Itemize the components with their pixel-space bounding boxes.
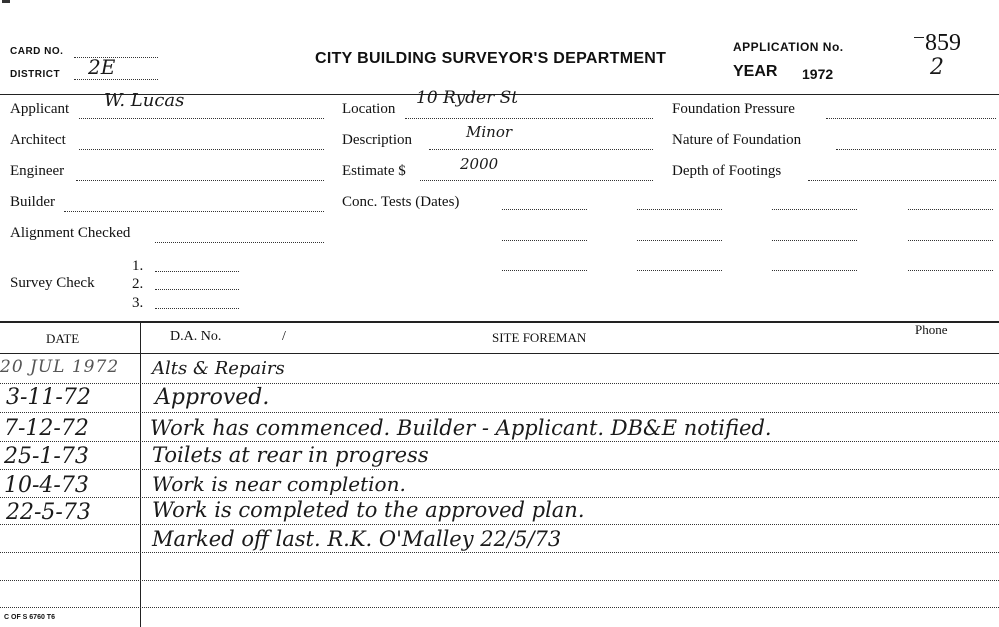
table-row-date-2: 3-11-72 xyxy=(6,385,91,410)
table-row-separator xyxy=(0,524,999,525)
nature-of-foundation-line xyxy=(836,149,996,150)
da-separator: / xyxy=(282,329,286,344)
survey-item-3: 3. xyxy=(132,295,144,311)
architect-line xyxy=(79,149,324,150)
description-line xyxy=(429,149,653,150)
estimate-line xyxy=(420,180,653,181)
card-no-label: CARD NO. xyxy=(10,46,64,57)
table-row-note-4: Toilets at rear in progress xyxy=(152,443,429,467)
table-row-separator xyxy=(0,607,999,608)
depth-of-footings-line xyxy=(808,180,996,181)
district-value: 2E xyxy=(88,55,116,79)
table-row-separator xyxy=(0,383,999,384)
phone-header: Phone xyxy=(915,322,948,337)
survey-check-label: Survey Check xyxy=(10,275,95,291)
page-title: CITY BUILDING SURVEYOR'S DEPARTMENT xyxy=(315,50,667,67)
table-row-date-3: 7-12-72 xyxy=(4,416,89,441)
conc-line-1-4 xyxy=(908,209,993,210)
depth-of-footings-label: Depth of Footings xyxy=(672,163,782,179)
table-header-bottom xyxy=(0,353,999,354)
application-suffix: 2 xyxy=(930,55,944,80)
site-foreman-header: SITE FOREMAN xyxy=(492,330,587,345)
table-top-border xyxy=(0,321,999,323)
alignment-label: Alignment Checked xyxy=(10,225,131,241)
conc-line-3-3 xyxy=(772,270,857,271)
table-row-note-1: Alts & Repairs xyxy=(152,358,285,379)
table-row-separator xyxy=(0,580,999,581)
table-row-note-6: Work is completed to the approved plan. xyxy=(152,498,585,522)
engineer-line xyxy=(76,180,324,181)
application-number-rule xyxy=(914,37,924,38)
district-line xyxy=(74,79,158,80)
table-row-separator xyxy=(0,412,999,413)
builder-line xyxy=(64,211,324,212)
location-label: Location xyxy=(342,101,396,117)
survey-line-3 xyxy=(155,308,239,309)
conc-line-2-3 xyxy=(772,240,857,241)
conc-line-2-4 xyxy=(908,240,993,241)
header-mark xyxy=(2,0,10,3)
estimate-label: Estimate $ xyxy=(342,163,406,179)
application-label: APPLICATION No. xyxy=(733,40,844,54)
table-row-separator xyxy=(0,552,999,553)
conc-line-3-4 xyxy=(908,270,993,271)
form-code: C OF S 6760 T6 xyxy=(4,614,55,621)
table-row-date-1: 20 JUL 1972 xyxy=(0,357,120,377)
conc-line-1-3 xyxy=(772,209,857,210)
applicant-label: Applicant xyxy=(10,101,70,117)
nature-of-foundation-label: Nature of Foundation xyxy=(672,132,802,148)
survey-line-2 xyxy=(155,289,239,290)
survey-item-1: 1. xyxy=(132,258,144,274)
table-row-note-3: Work has commenced. Builder - Applicant. DB&E notified. xyxy=(150,416,772,440)
da-column-header: D.A. No. xyxy=(170,329,222,344)
architect-label: Architect xyxy=(10,132,66,148)
conc-line-3-2 xyxy=(637,270,722,271)
table-row-separator xyxy=(0,469,999,470)
application-number: 859 xyxy=(925,30,961,56)
survey-item-2: 2. xyxy=(132,276,144,292)
conc-line-2-2 xyxy=(637,240,722,241)
alignment-line xyxy=(155,242,324,243)
conc-line-2-1 xyxy=(502,240,587,241)
table-row-note-2: Approved. xyxy=(155,385,270,410)
foundation-pressure-label: Foundation Pressure xyxy=(672,101,795,117)
table-row-note-7: Marked off last. R.K. O'Malley 22/5/73 xyxy=(152,527,562,551)
table-row-separator xyxy=(0,441,999,442)
table-row-note-5: Work is near completion. xyxy=(152,472,406,496)
year-label: YEAR xyxy=(733,63,778,80)
estimate-value: 2000 xyxy=(460,155,499,173)
table-row-date-5: 10-4-73 xyxy=(4,473,89,498)
district-label: DISTRICT xyxy=(10,69,61,80)
table-row-date-6: 22-5-73 xyxy=(6,500,91,525)
applicant-value: W. Lucas xyxy=(104,90,185,111)
conc-line-1-2 xyxy=(637,209,722,210)
applicant-line xyxy=(79,118,324,119)
engineer-label: Engineer xyxy=(10,163,65,179)
card-no-line xyxy=(74,57,158,58)
location-value: 10 Ryder St xyxy=(416,88,519,108)
location-line xyxy=(405,118,653,119)
table-date-divider xyxy=(140,321,141,627)
conc-line-1-1 xyxy=(502,209,587,210)
table-row-date-4: 25-1-73 xyxy=(4,444,89,469)
conc-line-3-1 xyxy=(502,270,587,271)
foundation-pressure-line xyxy=(826,118,996,119)
year-value: 1972 xyxy=(802,66,834,82)
conc-tests-label: Conc. Tests (Dates) xyxy=(342,194,460,210)
date-column-header: DATE xyxy=(46,331,80,346)
description-value: Minor xyxy=(466,123,513,141)
builder-label: Builder xyxy=(10,194,55,210)
survey-line-1 xyxy=(155,271,239,272)
description-label: Description xyxy=(342,132,412,148)
